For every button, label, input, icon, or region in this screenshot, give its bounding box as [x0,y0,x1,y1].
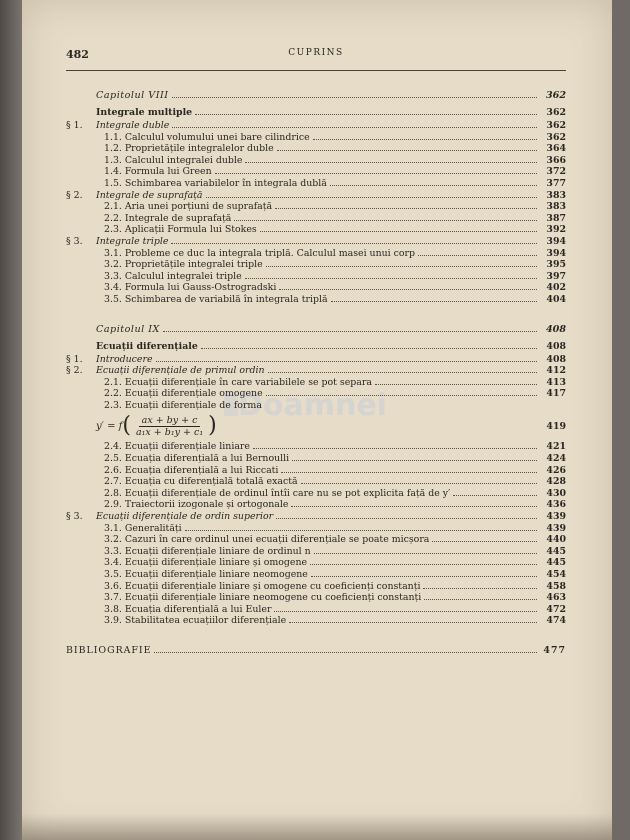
fraction-numerator: ax + by + c [139,415,201,427]
entry-label: 3.1. Generalități [104,522,182,534]
leader-dots [201,342,537,349]
section-heading [66,120,566,132]
page-ref: 430 [546,487,566,499]
toc-entry [66,178,566,190]
page-ref: 395 [546,259,566,271]
toc-entry [66,282,566,294]
page-ref: 412 [546,365,566,377]
chapter-title [66,340,566,354]
entry-label: 3.3. Calculul integralei triple [104,270,242,282]
page-ref: 408 [545,323,566,335]
leader-dots [432,535,537,542]
toc-entry [66,213,566,225]
page-ref: 445 [546,557,566,569]
toc-entry [66,224,566,236]
section-label: Integrale triple [96,235,169,247]
toc-entry [66,166,566,178]
section-label: Ecuații diferențiale de ordin superior [96,511,274,523]
section-label: Integrale duble [96,120,170,131]
page-ref: 458 [546,580,566,592]
page-ref: 426 [546,464,566,476]
page-ref: 377 [546,177,566,189]
fraction [133,415,206,438]
leader-dots [424,593,537,600]
entry-label: 3.2. Cazuri în care ordinul unei ecuații diferențiale se poate micșora [104,534,430,546]
leader-dots [275,202,537,209]
leader-dots [156,355,537,362]
entry-label: 1.1. Calculul volumului unei bare cilindrice [104,131,310,143]
toc-entry [66,271,566,283]
toc-entry [66,388,566,400]
section-label: Introducere [96,353,153,365]
chapter-label: Capitolul IX [96,323,160,335]
spacer [66,627,566,641]
toc-entry [66,155,566,167]
page-ref: 402 [546,282,566,294]
entry-label: 2.1. Ecuații diferențiale în care variabilele se pot separa [104,376,372,388]
leader-dots [311,570,537,577]
chapter-heading [66,320,566,340]
leader-dots [301,477,537,484]
entry-label: 3.4. Ecuații diferențiale liniare și omogene [104,557,308,569]
leader-dots [163,325,537,332]
page-ref: 424 [546,453,566,465]
page-ref: 439 [546,522,566,534]
toc-entry [66,294,566,306]
entry-label: 2.1. Aria unei porțiuni de suprafață [104,201,273,213]
toc-entry [66,546,566,558]
page-ref: 454 [546,569,566,580]
entry-label: 3.8. Ecuația diferențială a lui Euler [104,603,272,615]
leader-dots [260,225,537,232]
page-bottom-shade [22,814,612,840]
chapter-title [66,106,566,120]
leader-dots [266,389,537,396]
toc-entry [66,615,566,627]
leader-dots [206,191,537,198]
entry-label: 3.7. Ecuații diferențiale liniare neomogene cu coeficienți constanți [104,592,422,604]
entry-label: 3.6. Ecuații diferențiale liniare și omogene cu coeficienți constanți [104,580,421,592]
entry-label: 1.2. Proprietățile integralelor duble [104,143,274,155]
page-ref: 362 [546,131,566,143]
section-heading [66,236,566,248]
toc-entry [66,523,566,535]
toc-entry [66,534,566,546]
page-ref: 362 [546,107,566,118]
leader-dots [253,442,537,449]
leader-dots [266,260,537,267]
page-ref: 445 [546,545,566,557]
section-label: Ecuații diferențiale de primul ordin [96,365,265,377]
leader-dots [331,295,537,302]
formula-line [66,411,566,441]
entry-label: 2.5. Ecuația diferențială a lui Bernoulli [104,453,290,465]
entry-label: 3.4. Formula lui Gauss-Ostrogradski [104,282,277,294]
toc-entry [66,465,566,477]
section-number: § 1. [66,120,83,131]
leader-dots [289,616,537,623]
page-ref: 364 [546,143,566,155]
spacer [66,306,566,320]
toc-entry [66,201,566,213]
toc-entry [66,476,566,488]
leader-dots [276,512,537,519]
entry-label: 2.9. Traiectorii izogonale și ortogonale [104,499,289,511]
page-header [66,44,566,64]
table-of-contents [66,86,566,661]
leader-dots [453,489,537,496]
leader-dots [314,547,537,554]
page-number: 482 [66,48,89,61]
bibliography-entry [66,641,566,661]
leader-dots [281,466,537,473]
entry-label: 2.2. Ecuații diferențiale omogene [104,388,263,400]
page-ref: 408 [546,340,566,352]
entry-label: 2.7. Ecuația cu diferențială totală exactă [104,476,298,488]
toc-entry [66,488,566,500]
leader-dots [423,582,537,589]
toc-entry [66,377,566,389]
toc-entry [66,581,566,593]
page-ref: 387 [546,212,566,224]
page-ref: 428 [546,476,566,488]
entry-label: 1.3. Calculul integralei duble [104,154,243,166]
toc-entry [66,400,566,412]
header-rule [66,70,566,71]
section-number: § 3. [66,511,83,523]
leader-dots [185,524,537,531]
chapter-title-label: Ecuații diferențiale [96,340,198,352]
page-ref: 421 [546,441,566,453]
entry-label: 3.9. Stabilitatea ecuațiilor diferențiale [104,615,287,627]
page-ref: 383 [546,189,566,201]
leader-dots [313,133,537,140]
entry-label: 2.8. Ecuații diferențiale de ordinul întîi care nu se pot explicita față de y′ [104,487,451,499]
page-ref: 439 [546,511,566,523]
entry-label: 2.6. Ecuația diferențială a lui Riccati [104,464,279,476]
leader-dots [274,605,537,612]
page-ref: 394 [546,235,566,247]
watermark: Doamnei [238,388,388,423]
toc-entry [66,248,566,260]
toc-entry [66,592,566,604]
page-ref: 463 [546,592,566,604]
leader-dots [245,272,537,279]
entry-label: 3.2. Proprietățile integralei triple [104,259,263,271]
section-number: § 3. [66,235,83,247]
formula-lhs: y′ = f [96,420,123,432]
leader-dots [375,378,537,385]
page-ref: 397 [546,270,566,282]
toc-entry [66,604,566,616]
page-ref: 440 [546,534,566,546]
section-heading [66,354,566,366]
section-number: § 2. [66,189,83,201]
toc-entry [66,259,566,271]
section-number: § 2. [66,365,83,377]
section-heading [66,511,566,523]
page-ref: 413 [546,376,566,388]
binding-shadow [0,0,22,840]
page-ref: 392 [546,224,566,236]
chapter-label: Capitolul VIII [96,90,169,101]
toc-entry [66,453,566,465]
leader-dots [234,214,537,221]
entry-label: 2.3. Aplicații Formula lui Stokes [104,224,257,236]
page-ref: 419 [546,421,566,433]
leader-dots [330,179,537,186]
leader-dots [215,167,537,174]
entry-label: 3.5. Ecuații diferențiale liniare neomogene [104,569,308,580]
toc-entry [66,441,566,453]
leader-dots [279,283,537,290]
page-ref: 472 [546,603,566,615]
leader-dots [268,366,537,373]
leader-dots [310,558,537,565]
entry-label: 1.4. Formula lui Green [104,166,212,178]
page-ref: 362 [545,90,566,101]
page-ref: 477 [543,644,566,656]
leader-dots [418,249,537,256]
page-ref: 404 [546,293,566,305]
page-ref: 372 [546,166,566,178]
leader-dots [277,144,537,151]
entry-label: 1.5. Schimbarea variabilelor în integrala dublă [104,177,327,189]
section-heading [66,190,566,202]
page-ref: 394 [546,247,566,259]
paren-open: ( [122,413,131,439]
formula [96,415,217,438]
page-ref: 474 [546,615,566,627]
chapter-title-label: Integrale multiple [96,107,193,118]
leader-dots [172,121,537,128]
entry-label: 3.5. Schimbarea de variabilă în integrala triplă [104,293,328,305]
running-title: CUPRINS [288,48,344,58]
section-number: § 1. [66,353,83,365]
leader-dots [292,454,537,461]
toc-entry [66,499,566,511]
entry-label: 3.3. Ecuații diferențiale liniare de ordinul n [104,545,311,557]
page-ref: 417 [546,388,566,400]
leader-dots [154,646,537,653]
page-ref: 362 [546,120,566,131]
entry-label: 2.4. Ecuații diferențiale liniare [104,441,250,453]
leader-dots [172,91,537,98]
entry-label: 2.3. Ecuații diferențiale de forma [104,399,262,411]
section-heading [66,365,566,377]
page-ref: 383 [546,201,566,213]
leader-dots [245,156,537,163]
page-ref: 366 [546,154,566,166]
entry-label: 2.2. Integrale de suprafață [104,212,232,224]
page-ref: 408 [546,353,566,365]
leader-dots [291,500,537,507]
bibliography-label: BIBLIOGRAFIE [66,644,152,656]
chapter-heading [66,86,566,106]
page-ref: 436 [546,499,566,511]
fraction-denominator: a₁x + b₁y + c₁ [135,426,204,438]
leader-dots [171,237,537,244]
toc-entry [66,143,566,155]
toc-entry [66,132,566,144]
paren-close: ) [208,413,217,439]
toc-entry [66,557,566,569]
leader-dots [195,108,537,115]
entry-label: 3.1. Probleme ce duc la integrala triplă. Calculul masei unui corp [104,247,416,259]
section-label: Integrale de suprafață [96,189,203,201]
toc-entry [66,569,566,581]
